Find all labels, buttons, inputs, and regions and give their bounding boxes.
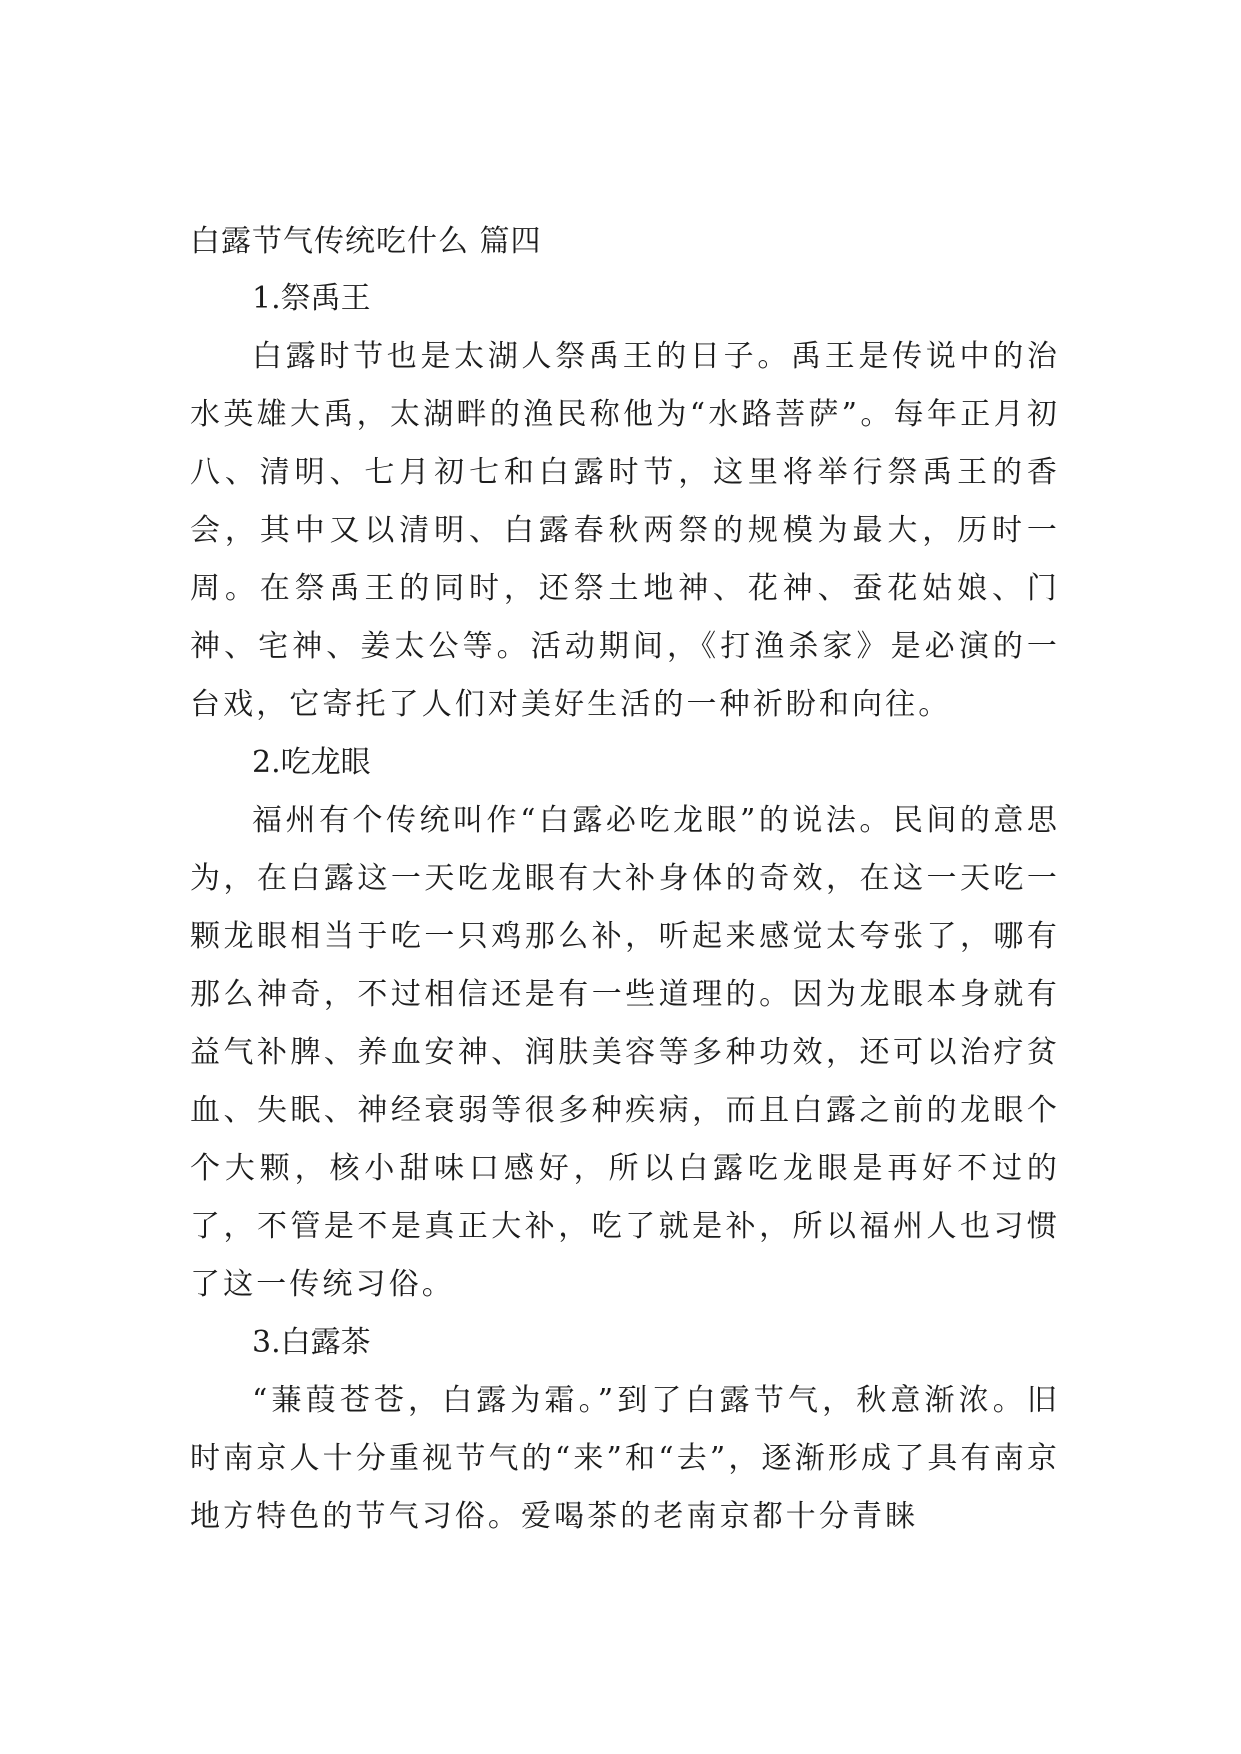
section-paragraph-1: 白露时节也是太湖人祭禹王的日子。禹王是传说中的治水英雄大禹，太湖畔的渔民称他为“水路菩萨”。每年正月初八、清明、七月初七和白露时节，这里将举行祭禹王的香会，其中又以清明、白露春秋两祭的规模为最大，历时一周。在祭禹王的同时，还祭土地神、花神、蚕花姑娘、门神、宅神、姜太公等。活动期间，《打渔杀家》是必演的一台戏，它寄托了人们对美好生活的一种祈盼和向往。	[190, 339, 1060, 722]
section-paragraph-3: “蒹葭苍苍，白露为霜。”到了白露节气，秋意渐浓。旧时南京人十分重视节气的“来”和“去”，逐渐形成了具有南京地方特色的节气习俗。爱喝茶的老南京都十分青睐	[190, 1383, 1060, 1534]
document-title: 白露节气传统吃什么 篇四	[190, 224, 542, 259]
section-heading-1: 1.祭禹王	[252, 281, 371, 316]
section-paragraph-2: 福州有个传统叫作“白露必吃龙眼”的说法。民间的意思为，在白露这一天吃龙眼有大补身体的奇效，在这一天吃一颗龙眼相当于吃一只鸡那么补，听起来感觉太夸张了，哪有那么神奇，不过相信还是有一些道理的。因为龙眼本身就有益气补脾、养血安神、润肤美容等多种功效，还可以治疗贫血、失眠、神经衰弱等很多种疾病，而且白露之前的龙眼个个大颗，核小甜味口感好，所以白露吃龙眼是再好不过的了，不管是不是真正大补，吃了就是补，所以福州人也习惯了这一传统习俗。	[190, 803, 1060, 1302]
section-heading-2: 2.吃龙眼	[252, 745, 371, 780]
document-content	[190, 214, 1060, 1546]
section-heading-3: 3.白露茶	[252, 1325, 371, 1360]
